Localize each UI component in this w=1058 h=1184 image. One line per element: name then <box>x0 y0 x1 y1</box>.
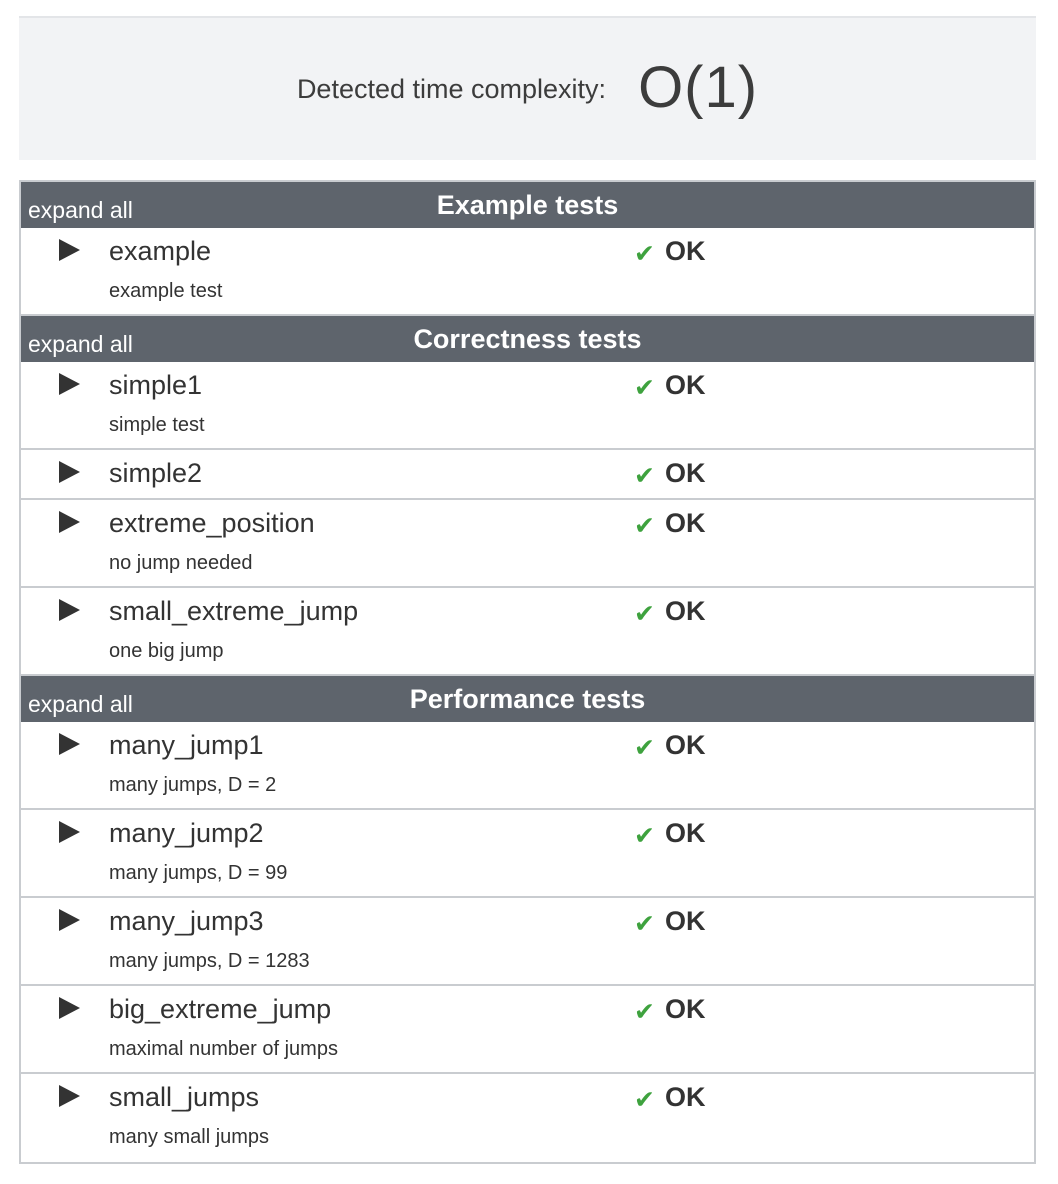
expand-arrow-icon[interactable] <box>59 461 80 483</box>
test-results-table <box>19 180 1036 1164</box>
test-name: small_extreme_jump <box>109 596 359 626</box>
status-text: OK <box>664 508 706 538</box>
test-status <box>634 370 705 401</box>
test-row[interactable] <box>21 722 1034 810</box>
test-name: example <box>109 236 212 266</box>
test-status <box>634 236 705 267</box>
test-description: maximal number of jumps <box>109 1038 338 1060</box>
test-status <box>634 994 705 1025</box>
test-status <box>634 1082 705 1113</box>
status-text: OK <box>664 906 706 936</box>
status-text: OK <box>664 730 706 760</box>
test-row[interactable] <box>21 362 1034 450</box>
test-name: many_jump3 <box>109 906 264 936</box>
section-title: Correctness tests <box>413 324 642 354</box>
test-row[interactable] <box>21 500 1034 588</box>
test-name: many_jump2 <box>109 818 264 848</box>
expand-all-button[interactable]: expand all <box>28 197 133 223</box>
test-name: many_jump1 <box>109 730 264 760</box>
test-description: example test <box>109 280 223 302</box>
expand-all-button[interactable]: expand all <box>28 331 133 357</box>
check-icon: ✔ <box>634 373 655 402</box>
test-row[interactable] <box>21 588 1034 676</box>
test-name: simple2 <box>109 458 203 488</box>
test-status <box>634 508 705 539</box>
test-row[interactable] <box>21 986 1034 1074</box>
expand-arrow-icon[interactable] <box>59 1085 80 1107</box>
check-icon: ✔ <box>634 733 655 762</box>
test-name: big_extreme_jump <box>109 994 332 1024</box>
expand-arrow-icon[interactable] <box>59 909 80 931</box>
test-status <box>634 906 705 937</box>
test-row[interactable] <box>21 1074 1034 1162</box>
expand-arrow-icon[interactable] <box>59 997 80 1019</box>
test-row[interactable] <box>21 228 1034 316</box>
complexity-panel <box>19 16 1036 160</box>
test-description: many jumps, D = 1283 <box>109 950 310 972</box>
expand-arrow-icon[interactable] <box>59 733 80 755</box>
test-status <box>634 458 705 489</box>
expand-arrow-icon[interactable] <box>59 511 80 533</box>
complexity-label: Detected time complexity: <box>296 73 607 104</box>
test-row[interactable] <box>21 898 1034 986</box>
expand-arrow-icon[interactable] <box>59 599 80 621</box>
expand-arrow-icon[interactable] <box>59 373 80 395</box>
expand-all-button[interactable]: expand all <box>28 691 133 717</box>
check-icon: ✔ <box>634 599 655 628</box>
test-row[interactable] <box>21 450 1034 500</box>
section-title: Performance tests <box>409 684 646 714</box>
check-icon: ✔ <box>634 821 655 850</box>
section-header-correctness <box>21 316 1034 362</box>
test-status <box>634 596 705 627</box>
check-icon: ✔ <box>634 511 655 540</box>
check-icon: ✔ <box>634 461 655 490</box>
test-description: simple test <box>109 414 205 436</box>
check-icon: ✔ <box>634 909 655 938</box>
section-title: Example tests <box>436 190 619 220</box>
status-text: OK <box>664 458 706 488</box>
test-name: simple1 <box>109 370 203 400</box>
section-header-performance <box>21 676 1034 722</box>
expand-arrow-icon[interactable] <box>59 821 80 843</box>
test-description: no jump needed <box>109 552 253 574</box>
status-text: OK <box>664 596 706 626</box>
check-icon: ✔ <box>634 239 655 268</box>
test-row[interactable] <box>21 810 1034 898</box>
test-description: one big jump <box>109 640 224 662</box>
status-text: OK <box>664 994 706 1024</box>
status-text: OK <box>664 370 706 400</box>
test-description: many jumps, D = 99 <box>109 862 288 884</box>
status-text: OK <box>664 236 706 266</box>
check-icon: ✔ <box>634 1085 655 1114</box>
section-header-example <box>21 182 1034 228</box>
status-text: OK <box>664 818 706 848</box>
test-description: many small jumps <box>109 1126 270 1148</box>
status-text: OK <box>664 1082 706 1112</box>
test-name: extreme_position <box>109 508 315 538</box>
test-status <box>634 818 705 849</box>
complexity-value: O(1) <box>638 54 759 120</box>
test-name: small_jumps <box>109 1082 260 1112</box>
expand-arrow-icon[interactable] <box>59 239 80 261</box>
check-icon: ✔ <box>634 997 655 1026</box>
test-description: many jumps, D = 2 <box>109 774 277 796</box>
test-status <box>634 730 705 761</box>
